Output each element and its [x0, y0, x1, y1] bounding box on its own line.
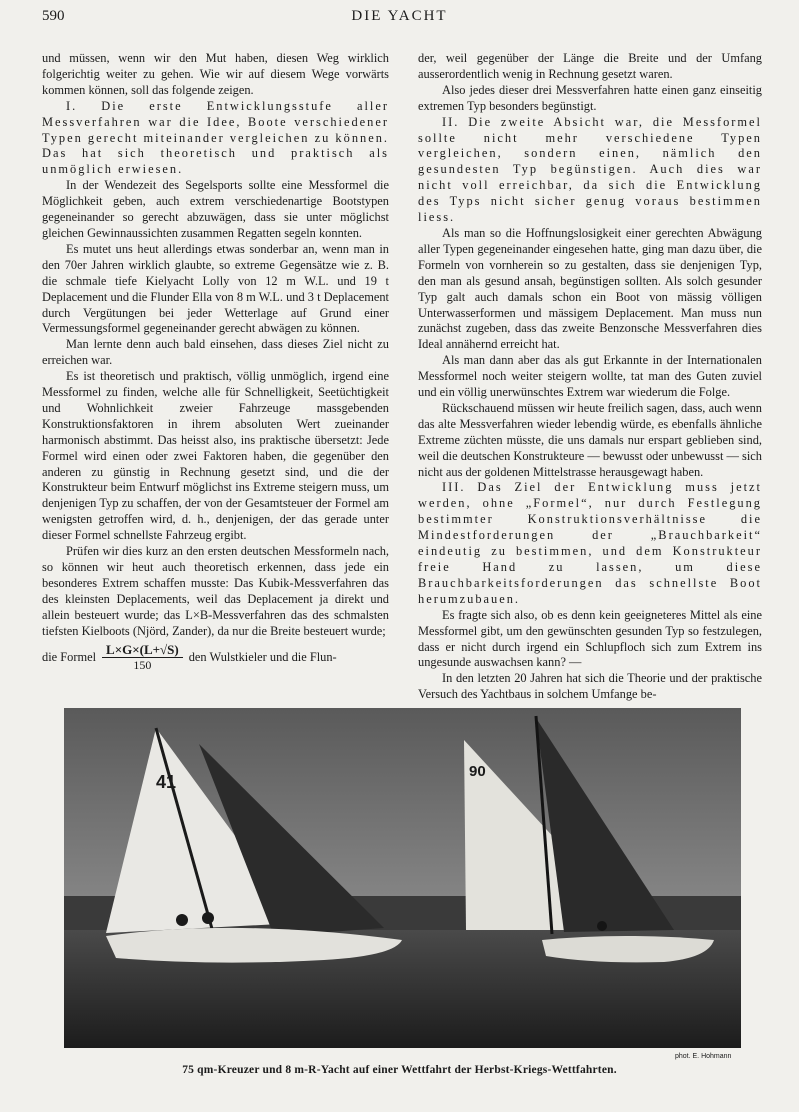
crew-figure — [176, 914, 188, 926]
formula-fraction — [102, 642, 183, 675]
formula-line — [42, 642, 389, 675]
paragraph-section-3: III. Das Ziel der Entwicklung muss jetzt werden, ohne „Formel“, nur durch Festlegung bestimmter Konstruktionsverhältnisse die Mindestforderungen der „Brauchbarkeit“ eindeutig zu bestimmen, und dem Konstrukteur freie Hand zu lassen, um diese Brauchbarkeitsforderungen das schnellste Boot herumzubauen. — [418, 480, 762, 606]
paragraph: Also jedes dieser drei Messverfahren hatte einen ganz einseitig extremen Typ besonders begünstigt. — [418, 82, 762, 113]
paragraph: Es ist theoretisch und praktisch, völlig unmöglich, irgend eine Messformel zu finden, welche alle für Schnelligkeit, Seetüchtigkeit und Wohnlichkeit zweier Fahrzeuge massgebenden Konstruktionsfaktoren in ihrem absoluten Wert zueinander harmonisch abstimmt. Das heisst also, ins praktische übersetzt: Jede Formel wird einen oder zwei Faktoren haben, die gegenüber den anderen zu günstig in Rechnung gesetzt sind, und die der Konstrukteur beim Entwurf möglichst ins Extreme steigern muss, um denjenigen Typ zu schaffen, der von der Gesamtsteuer der Formel am wenigsten getroffen wird, d. h., denjenigen, der das gerade unter dieser Formel schnellste Fahrzeug ergibt. — [42, 369, 389, 543]
formula-suffix: den Wulstkieler und die Flun- — [188, 649, 337, 664]
paragraph: In der Wendezeit des Segelsports sollte eine Messformel die Möglichkeit geben, auch extrem verschiedenartige Bootstypen gegeneinander so gerecht abzuwägen, dass sie unter möglichst gleichen Gewinnaussichten zusammen Regatten segeln konnten. — [42, 178, 389, 240]
paragraph: Es fragte sich also, ob es denn kein geeigneteres Mittel als eine Messformel gibt, um den gewünschten gesunden Typ so festzulegen, dass er nicht durch irgend ein Schlupfloch sich zum Extrem ins ungesunde auswachsen kann? — — [418, 607, 762, 670]
photo-caption: 75 qm-Kreuzer und 8 m-R-Yacht auf einer Wettfahrt der Herbst-Kriegs-Wettfahrten. — [182, 1064, 617, 1076]
left-text-column — [42, 51, 389, 674]
paragraph: Es mutet uns heut allerdings etwas sonderbar an, wenn man in den 70er Jahren wirklich glaubte, so extreme Gegensätze wie z. B. die schmale tiefe Kielyacht Lolly von 12 m W.L. und 19 t Deplacement und die Flunder Ella von 8 m W.L. und 3 t Deplacement durch Vergütungen bei jeder Wetterlage auf Grund einer Vermessungsformel gegeneinander gerecht abwägen zu können. — [42, 241, 389, 336]
formula-denominator: 150 — [133, 658, 152, 673]
photo-credit: phot. E. Hohmann — [675, 1053, 732, 1060]
paragraph: Als man so die Hoffnungslosigkeit einer gerechten Abwägung aller Typen gegeneinander eingesehen hatte, ging man dazu über, die Formeln von vornherein so zu gestalten, dass sie denjenigen Typ, den man als gesund ansah, begünstigen sollten. Als solch gesunder Typ galt auch damals schon ein Boot von mässig völligen Unterwasserformen und mässigem Deplacement. Man muss nun zunächst zugeben, dass das zweite Benzonsche Messverfahren dies Ideal annähernd erreicht hat. — [418, 225, 762, 352]
paragraph: Prüfen wir dies kurz an den ersten deutschen Messformeln nach, so können wir heut auch theoretisch erkennen, dass jede ein besonderes Extrem schaffen musste: Das Kubik-Messverfahren das des kleinsten Deplacements, weil das Deplacement ja direkt und allein besteuert wurde; das L×B-Messverfahren das des schmalsten tiefsten Kielboots (Njörd, Zander), da nur die Breite besteuert wurde; — [42, 544, 389, 638]
left-sail-number: 41 — [156, 772, 177, 792]
running-title: DIE YACHT — [351, 8, 448, 24]
paragraph: Man lernte denn auch bald einsehen, dass dieses Ziel nicht zu erreichen war. — [42, 337, 389, 368]
sailing-photograph — [64, 708, 741, 1048]
paragraph: der, weil gegenüber der Länge die Breite und der Umfang ausserordentlich wenig in Rechnung gesetzt waren. — [418, 51, 762, 81]
paragraph: und müssen, wenn wir den Mut haben, diesen Weg wirklich folgerichtig weiter zu gehen. Wie wir auf diesem Wege vorwärts kommen können, soll das folgende zeigen. — [42, 51, 389, 97]
page-number: 590 — [42, 8, 65, 24]
formula-numerator: L×G×(L+√S) — [102, 642, 183, 659]
sailing-photo-illustration — [64, 708, 741, 1048]
formula-prefix: die Formel — [42, 649, 97, 664]
right-sail-number: 90 — [469, 763, 486, 780]
paragraph-section-2: II. Die zweite Absicht war, die Messformel sollte nicht mehr verschiedene Typen vergleichen, sondern einen, nämlich den gesundesten Typ begünstigen. Auch dies war nicht voll erreichbar, da sich die Entwicklung des Typs nicht sicher genug voraus bestimmen liess. — [418, 114, 762, 225]
paragraph: Rückschauend müssen wir heute freilich sagen, dass, auch wenn das alte Messverfahren wieder lebendig würde, es ebenfalls ähnliche Extreme züchten müsste, die uns damals nur erspart geblieben sind, weil die deutschen Konstrukteure — bewusst oder unbewusst — sich nicht aus der goldenen Mittelstrasse herausgewagt haben. — [418, 400, 762, 479]
crew-figure — [597, 921, 607, 931]
crew-figure — [202, 912, 214, 924]
right-text-column — [418, 51, 762, 703]
paragraph: Als man dann aber das als gut Erkannte in der Internationalen Messformel noch weiter steigern wollte, tat man des Guten zuviel und ein völlig unerwünschtes Extrem war wiederum die Folge. — [418, 353, 762, 400]
paragraph-section-1: I. Die erste Entwicklungsstufe aller Messverfahren war die Idee, Boote verschiedener Typen gerecht miteinander vergleichen zu können. Das hat sich theoretisch und praktisch als unmöglich erwiesen. — [42, 98, 389, 177]
paragraph: In den letzten 20 Jahren hat sich die Theorie und der praktische Versuch des Yachtbaus in solchem Umfange be- — [418, 671, 762, 702]
